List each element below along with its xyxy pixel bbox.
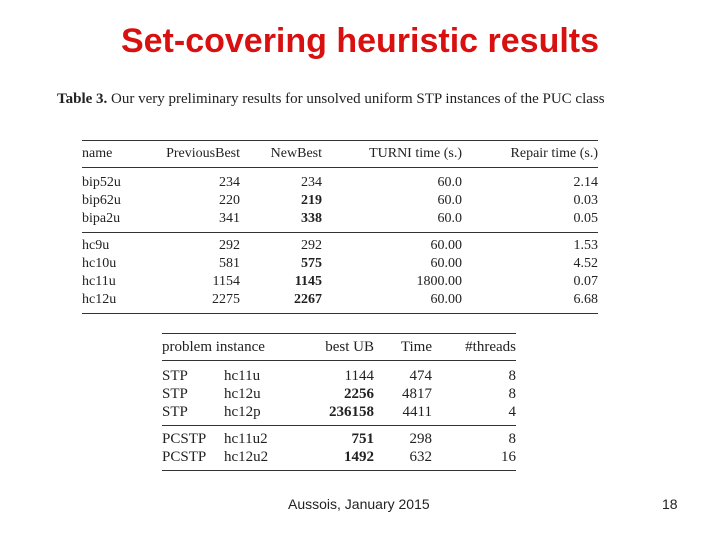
cell-threads: 4 bbox=[508, 404, 516, 420]
table-row bbox=[82, 255, 598, 273]
table-row bbox=[162, 426, 516, 449]
table-row bbox=[162, 448, 516, 471]
cell-repair-time: 0.05 bbox=[573, 211, 598, 226]
cell-turni-time: 1800.00 bbox=[416, 274, 462, 289]
header-turni-time: TURNI time (s.) bbox=[369, 146, 462, 161]
cell-instance: hc11u bbox=[224, 368, 261, 384]
table-row bbox=[82, 168, 598, 193]
cell-new-best: 575 bbox=[301, 256, 322, 271]
cell-problem: STP bbox=[162, 404, 188, 420]
table-row bbox=[162, 361, 516, 386]
cell-previous-best: 2275 bbox=[212, 292, 240, 307]
results-table bbox=[82, 140, 598, 314]
header-repair-time: Repair time (s.) bbox=[510, 146, 598, 161]
cell-best-ub: 2256 bbox=[344, 386, 374, 402]
table-row bbox=[162, 403, 516, 426]
slide-title: Set-covering heuristic results bbox=[120, 22, 600, 60]
cell-instance: hc11u2 bbox=[224, 431, 268, 447]
cell-turni-time: 60.0 bbox=[437, 193, 462, 208]
cell-previous-best: 581 bbox=[219, 256, 240, 271]
cell-new-best: 2267 bbox=[294, 292, 322, 307]
header-name: name bbox=[82, 146, 113, 161]
table-caption bbox=[57, 91, 657, 107]
cell-best-ub: 236158 bbox=[329, 404, 374, 420]
cell-time: 4817 bbox=[402, 386, 432, 402]
table-header-row bbox=[162, 334, 516, 361]
table-row bbox=[82, 273, 598, 291]
cell-threads: 16 bbox=[501, 449, 516, 465]
page-number: 18 bbox=[662, 496, 678, 512]
cell-time: 298 bbox=[409, 431, 432, 447]
cell-instance: hc12u bbox=[224, 386, 261, 402]
cell-turni-time: 60.0 bbox=[437, 175, 462, 190]
table-row bbox=[82, 210, 598, 233]
table-row bbox=[162, 385, 516, 403]
cell-previous-best: 234 bbox=[219, 175, 240, 190]
cell-previous-best: 341 bbox=[219, 211, 240, 226]
cell-threads: 8 bbox=[508, 431, 516, 447]
cell-threads: 8 bbox=[508, 368, 516, 384]
cell-previous-best: 1154 bbox=[212, 274, 240, 289]
cell-threads: 8 bbox=[508, 386, 516, 402]
caption-text: Our very preliminary results for unsolved uniform STP instances of the PUC class bbox=[111, 91, 605, 107]
header-best-ub: best UB bbox=[325, 339, 374, 355]
cell-new-best: 1145 bbox=[294, 274, 322, 289]
cell-repair-time: 0.07 bbox=[573, 274, 598, 289]
cell-repair-time: 4.52 bbox=[573, 256, 598, 271]
cell-instance: hc12u2 bbox=[224, 449, 269, 465]
cell-instance: hc12p bbox=[224, 404, 261, 420]
cell-turni-time: 60.00 bbox=[430, 238, 462, 253]
cell-repair-time: 6.68 bbox=[573, 292, 598, 307]
cell-time: 4411 bbox=[402, 404, 432, 420]
cell-name: bip52u bbox=[82, 175, 121, 190]
cell-problem: STP bbox=[162, 386, 188, 402]
cell-name: hc11u bbox=[82, 274, 116, 289]
cell-new-best: 292 bbox=[301, 238, 322, 253]
header-time: Time bbox=[400, 339, 432, 355]
header-threads: #threads bbox=[465, 339, 516, 355]
cell-time: 474 bbox=[409, 368, 432, 384]
cell-previous-best: 292 bbox=[219, 238, 240, 253]
header-new-best: NewBest bbox=[270, 146, 322, 161]
caption-label: Table 3. bbox=[57, 91, 108, 107]
cell-new-best: 338 bbox=[301, 211, 322, 226]
cell-new-best: 219 bbox=[301, 193, 322, 208]
cell-new-best: 234 bbox=[301, 175, 322, 190]
table-row bbox=[82, 233, 598, 256]
cell-time: 632 bbox=[409, 449, 432, 465]
cell-turni-time: 60.0 bbox=[437, 211, 462, 226]
table-row bbox=[82, 291, 598, 314]
footer-venue: Aussois, January 2015 bbox=[288, 496, 430, 512]
cell-best-ub: 751 bbox=[351, 431, 374, 447]
cell-turni-time: 60.00 bbox=[430, 292, 462, 307]
header-previous-best: PreviousBest bbox=[166, 146, 240, 161]
cell-turni-time: 60.00 bbox=[430, 256, 462, 271]
table-header-row bbox=[82, 141, 598, 168]
cell-problem: PCSTP bbox=[162, 431, 207, 447]
cell-name: hc10u bbox=[82, 256, 117, 271]
cell-name: hc9u bbox=[82, 238, 110, 253]
cell-best-ub: 1492 bbox=[344, 449, 374, 465]
table-row bbox=[82, 192, 598, 210]
header-problem-instance: problem instance bbox=[162, 339, 265, 355]
threads-table bbox=[162, 333, 516, 471]
cell-repair-time: 2.14 bbox=[573, 175, 598, 190]
cell-problem: STP bbox=[162, 368, 188, 384]
cell-name: hc12u bbox=[82, 292, 117, 307]
cell-previous-best: 220 bbox=[219, 193, 240, 208]
cell-name: bipa2u bbox=[82, 211, 121, 226]
cell-repair-time: 1.53 bbox=[573, 238, 598, 253]
cell-best-ub: 1144 bbox=[344, 368, 374, 384]
cell-problem: PCSTP bbox=[162, 449, 207, 465]
cell-name: bip62u bbox=[82, 193, 121, 208]
cell-repair-time: 0.03 bbox=[573, 193, 598, 208]
